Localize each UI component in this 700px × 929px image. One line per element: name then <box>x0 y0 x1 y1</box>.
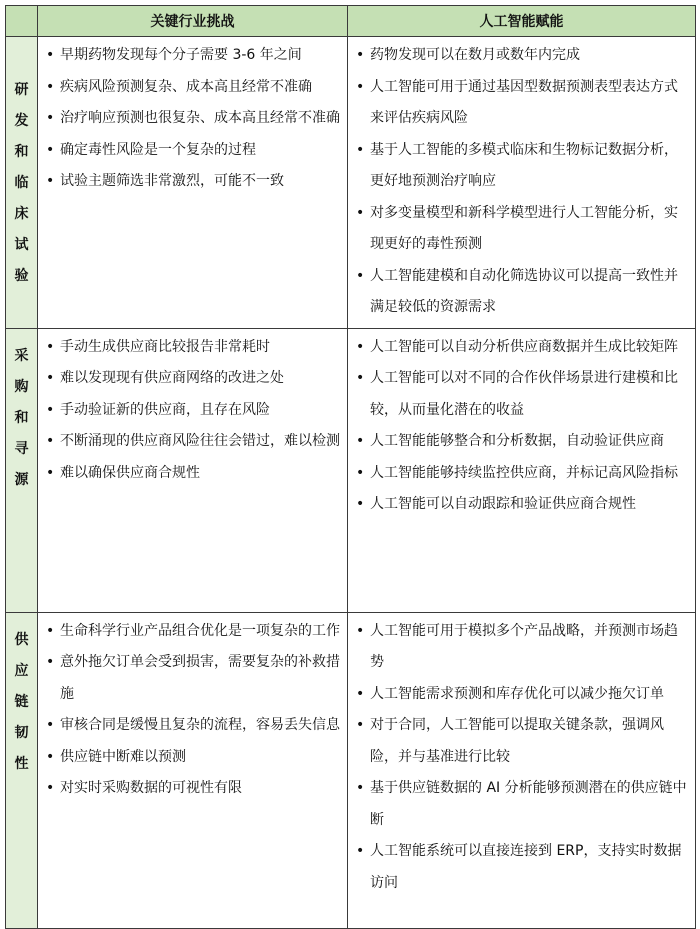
ai-list <box>348 37 695 328</box>
challenges-cell <box>38 612 348 928</box>
list-item: • 人工智能可以对不同的合作伙伴场景进行建模和比较，从而量化潜在的收益 <box>354 363 689 426</box>
category-cell <box>6 37 38 329</box>
list-item: • 手动验证新的供应商，且存在风险 <box>44 395 341 427</box>
challenges-cell <box>38 328 348 612</box>
table-row-rd-clinical <box>6 37 696 329</box>
list-item: • 意外拖欠订单会受到损害，需要复杂的补救措施 <box>44 647 341 710</box>
category-cell <box>6 328 38 612</box>
list-item: • 生命科学行业产品组合优化是一项复杂的工作 <box>44 616 341 648</box>
comparison-table <box>5 5 696 929</box>
header-challenges: 关键行业挑战 <box>38 6 348 37</box>
list-item: • 难以确保供应商合规性 <box>44 458 341 490</box>
header-ai: 人工智能赋能 <box>348 6 696 37</box>
header-corner-cell <box>6 6 38 37</box>
list-item: • 审核合同是缓慢且复杂的流程，容易丢失信息 <box>44 710 341 742</box>
list-item: • 基于人工智能的多模式临床和生物标记数据分析，更好地预测治疗响应 <box>354 135 689 198</box>
list-item: • 供应链中断难以预测 <box>44 742 341 774</box>
list-item: • 手动生成供应商比较报告非常耗时 <box>44 332 341 364</box>
list-item: • 对多变量模型和新科学模型进行人工智能分析，实现更好的毒性预测 <box>354 198 689 261</box>
list-item: • 难以发现现有供应商网络的改进之处 <box>44 363 341 395</box>
challenges-list <box>38 37 347 202</box>
list-item: • 对于合同，人工智能可以提取关键条款，强调风险，并与基准进行比较 <box>354 710 689 773</box>
list-item: • 人工智能能够持续监控供应商，并标记高风险指标 <box>354 458 689 490</box>
list-item: • 人工智能可以自动分析供应商数据并生成比较矩阵 <box>354 332 689 364</box>
ai-list <box>348 329 695 525</box>
category-label: 采购和寻源 <box>14 347 29 488</box>
list-item: • 确定毒性风险是一个复杂的过程 <box>44 135 341 167</box>
ai-cell <box>348 328 696 612</box>
challenges-cell <box>38 37 348 329</box>
header-row <box>6 6 696 37</box>
list-item: • 人工智能可用于通过基因型数据预测表型表达方式来评估疾病风险 <box>354 72 689 135</box>
ai-cell <box>348 37 696 329</box>
table-row-procurement <box>6 328 696 612</box>
list-item: • 不断涌现的供应商风险往往会错过，难以检测 <box>44 426 341 458</box>
list-item: • 人工智能可以自动跟踪和验证供应商合规性 <box>354 489 689 521</box>
list-item: • 试验主题筛选非常激烈，可能不一致 <box>44 166 341 198</box>
list-item: • 人工智能系统可以直接连接到 ERP，支持实时数据访问 <box>354 836 689 899</box>
list-item: • 人工智能能够整合和分析数据，自动验证供应商 <box>354 426 689 458</box>
list-item: • 对实时采购数据的可视性有限 <box>44 773 341 805</box>
list-item: • 基于供应链数据的 AI 分析能够预测潜在的供应链中断 <box>354 773 689 836</box>
list-item: • 药物发现可以在数月或数年内完成 <box>354 40 689 72</box>
list-item: • 治疗响应预测也很复杂、成本高且经常不准确 <box>44 103 341 135</box>
category-label: 研发和临床试验 <box>14 82 29 284</box>
table-row-supply-chain <box>6 612 696 928</box>
challenges-list <box>38 329 347 494</box>
list-item: • 人工智能可用于模拟多个产品战略，并预测市场趋势 <box>354 616 689 679</box>
list-item: • 人工智能建模和自动化筛选协议可以提高一致性并满足较低的资源需求 <box>354 261 689 324</box>
category-label: 供应链韧性 <box>14 631 29 772</box>
list-item: • 人工智能需求预测和库存优化可以减少拖欠订单 <box>354 679 689 711</box>
ai-cell <box>348 612 696 928</box>
category-cell <box>6 612 38 928</box>
list-item: • 疾病风险预测复杂、成本高且经常不准确 <box>44 72 341 104</box>
ai-list <box>348 613 695 904</box>
challenges-list <box>38 613 347 809</box>
list-item: • 早期药物发现每个分子需要 3-6 年之间 <box>44 40 341 72</box>
